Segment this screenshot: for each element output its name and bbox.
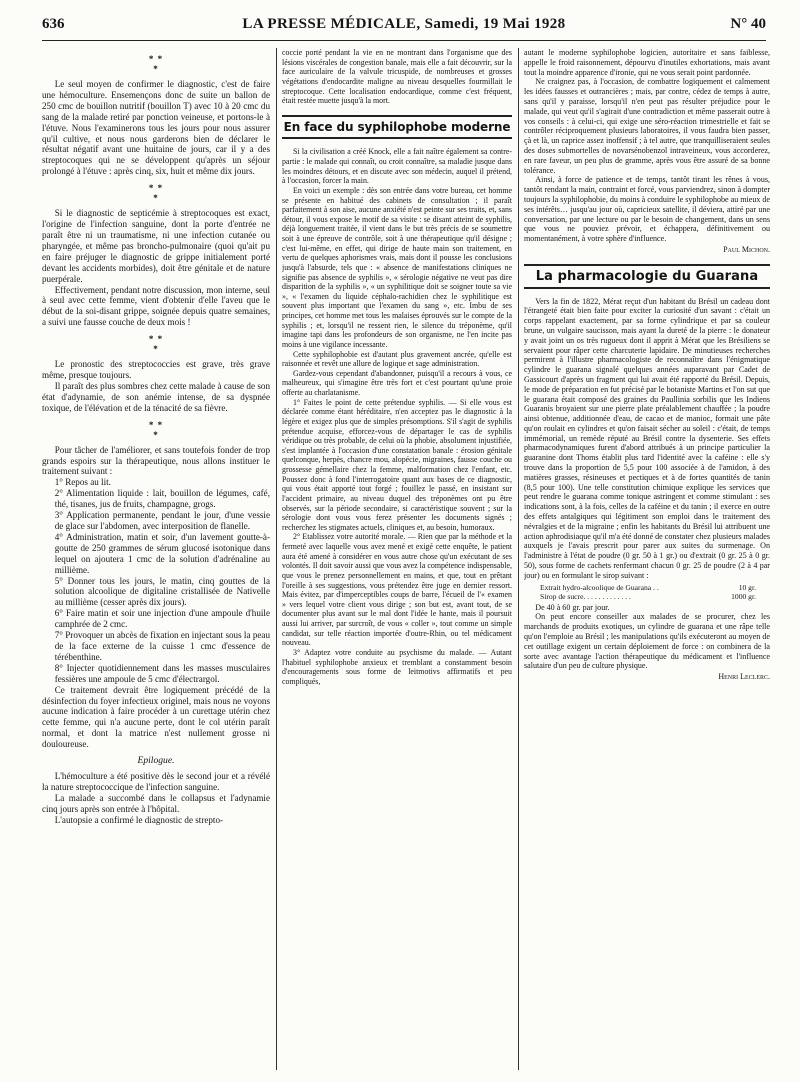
list-item: 3° Application permanente, pendant le jour, d'une vessie de glace sur l'abdomen, avec interposition de flanelle. [54,510,270,531]
list-item: 4° Administration, matin et soir, d'un lavement goutte-à-goutte de 250 grammes de sérum glucosé isotonique dans lequel on ajoutera 1 cmc de la solution d'adrénaline au millième. [54,531,270,575]
article-title-box [282,115,512,140]
paragraph: Le pronostic des streptococcies est grave, très grave même, presque toujours. [42,359,270,381]
page-number: 636 [42,16,65,32]
ingredient: Extrait hydro-alcoolique de Guarana . . [540,582,659,592]
section-stars: * * * [148,183,164,204]
epilogue-heading: Epilogue. [137,755,175,767]
column-left [42,48,270,1068]
list-item: 5° Donner tous les jours, le matin, cinq gouttes de la solution alcoolique de digitaline cristallisée de Nativelle au millième (cesser après dix jours). [54,575,270,608]
paragraph: Si le diagnostic de septicémie à streptocoques est exact, l'origine de l'infection sanguine, dont la porte d'entrée ne paraît être ni un traumatisme, ni une infection cutanée ou pharyngée, et même pas broncho-pulmonaire (quoi qu'ait pu en faire préjuger le diagnostic de grippe initialement porté devant les accidents morbides), doit être génitale et de nature puerpérale. [42,208,270,284]
paragraph: L'hémoculture a été positive dès le second jour et a révélé la nature streptococcique de l'infection sanguine. [42,770,270,792]
author-signature: Henri Leclerc. [718,672,770,682]
section-stars: * * * [148,54,164,74]
paragraph: Cette syphilophobie est d'autant plus gravement ancrée, qu'elle est raisonnée et revêt une allure de logique et sage administration. [282,349,512,369]
list-item: 6° Faire matin et soir une injection d'une ampoule d'huile camphrée de 2 cmc. [54,608,270,630]
paragraph: Pour tâcher de l'améliorer, et sans toutefois fonder de trop grands espoirs sur la thérapeutique, nous allons instituer le traitement suivant : [42,444,270,477]
prescription-line [524,583,770,592]
paragraph: Ne craignez pas, à l'occasion, de combattre logiquement et calmement les idées fausses et outrancières ; mais, par contre, cédez de temps à autre, sans qu'il y paraisse, lorsqu'il n'en peut pas résulter préjudice pour le malade, qui veut qu'il s'agirait d'une contradiction et même passerait outre à vos conseils : à celui-ci, qui exige une séro-réaction trimestrielle et fait se contrôler réciproquement plusieurs laboratoires, il vous faudra bien passer, çà et là, un caprice assez inoffensif ; à tel autre, que tranquilliseraient seules des doses submortelles de novarsénobenzol intraveineux, vous accorderez, en rare faveur, un peu plus de gramme, après vous être assuré de sa bonne tolérance. [524,77,770,175]
paragraph: L'autopsie a confirmé le diagnostic de strepto- [54,814,224,825]
paragraph: autant le moderne syphilophobe logicien, autoritaire et sans faiblesse, appelle le froid raisonnement, dépourvu d'inutiles exhortations, mais avant tout la moindre apparence d'ironie, qui ne vous serait point pardonnée. [524,48,770,77]
article-title: En face du syphilophobe moderne [283,119,511,134]
issue-number: N° 40 [730,16,766,32]
ingredient: Sirop de sucre. . . . . . . . . . . . . [540,591,631,601]
paragraph: Si la civilisation a créé Knock, elle a fait naître également sa contre-partie : le malade qui connaît, ou croit connaître, sa maladie jusque dans les moindres détours, et en discute avec son médecin, auquel il prétend, à l'occasion, forcer la main. [282,147,512,186]
treatment-list [42,477,270,684]
paragraph: Il paraît des plus sombres chez cette malade à cause de son état d'adynamie, de son anémie intense, de sa dyspnée toxique, de l'élévation et de la ténacité de sa fièvre. [42,380,270,413]
paragraph: Vers la fin de 1822, Mérat reçut d'un habitant du Brésil un cadeau dont l'étrangeté était bien faite pour exciter la curiosité d'un savant : c'était un corps rappelant exactement, par sa forme cylindrique et par sa couleur brune, un vulgaire saucisson, mais ayant la dureté de la pierre : le donateur y avait joint un os très rugueux dont il apprit à Mérat que les Brésiliens se servaient pour râper cette charcuterie lapidaire. De minutieuses recherches permirent à l'illustre pharmacologiste de reconnaître dans l'énigmatique cylindre le guarana signalé quelques années auparavant par Cadet de Gassicourt d'après un fragment qui lui avait été rapporté du Brésil. Depuis, le mode de préparation en fut précisé par le botaniste Martins et l'on sut que le guarana était composé des graines du Paullinia sorbilis que les Indiens Guaranis broyaient sur une pierre plate préalablement chauffée ; la poudre ainsi obtenue, additionnée d'eau, de cacao et de manioc, formait une pâte qu'on roulait en cylindres et qu'on faisait sécher au soleil : c'était, de temps immémorial, un remède réputé au Brésil contre la dysenterie. Ses effets pharmacodynamiques furent d'abord attribués à un principe particulier la guaranine dont Thoms établit plus tard l'identité avec la caféine : elle s'y trouve dans la proportion de 5,5 pour 100 associée à de l'amidon, à des matières grasses, résineuses et pectiques et à de fortes quantités de tanin (8,5 pour 100). Une telle constitution chimique explique les services que peut rendre le guarana comme tonique astringent et comme stimulant : ses indications sont, à la fois, celles de la caféine et du tanin ; il exerce en outre des effets antalgiques qui légitiment son emploi dans le traitement des névralgies et de la migraine ; enfin les habitants du Brésil lui attribuent une action aphrodisiaque qu'il m'a été donné de constater chez plusieurs malades auxquels je l'avais prescrit pour parer aux suites du surmenage. On l'administre à l'état de poudre (0 gr. 50 à 1 gr.) ou d'extrait (0 gr. 25 à 0 gr. 50), sous forme de cachets renfermant chacun 0 gr. 25 de poudre (2 à 4 par jour) ou en formulant le sirop suivant : [524,296,770,580]
article-title: La pharmacologie du Guarana [535,268,759,284]
list-item: 1° Repos au lit. [54,477,111,488]
list-item: 2° Alimentation liquide : lait, bouillon de légumes, café, thé, tisanes, jus de fruits, champagne, grogs. [54,488,270,510]
dose: 1000 gr. [731,591,756,601]
list-item: 8° Injecter quotidiennement dans les masses musculaires fessières une ampoule de 5 cmc d'électrargol. [54,662,270,684]
paragraph: coccie porté pendant la vie en ne montrant dans l'organisme que des lésions viscérales de congestion banale, mais elle a fait découvrir, sur la face auriculaire de la valvule tricuspide, de nombreuses et grosses végétations d'endocardite maligne au niveau desquelles fourmillait le streptocoque. Cette localisation endocardique, comme c'est fréquent, était restée muette jusqu'à la mort. [282,48,512,106]
paragraph: Gardez-vous cependant d'abandonner, puisqu'il a recours à vous, ce malheureux, qui s'imagine être très fort et c'est pourtant qu'une proie offerte au charlatanisme. [282,368,512,397]
section-stars: * * * [148,334,164,355]
prescription [524,583,770,601]
article-title-box [524,264,770,289]
paragraph: Ainsi, à force de patience et de temps, tantôt tirant les rênes à vous, tantôt rendant la main, contraint et forcé, vous parviendrez, sinon à dompter toujours la syphilophobie, du moins à conduire le syphilophobe au mieux de ses intérêts… jusqu'au jour où, capricieux satellite, il déviera, attiré par une conversation, par une lecture ou par le besoin de changement, dans un sens que vous ne pouviez prévoir, et échappera, définitivement ou momentanément, à votre sphère d'influence. [524,175,770,244]
journal-title: LA PRESSE MÉDICALE, Samedi, 19 Mai 1928 [242,16,566,32]
paragraph: La malade a succombé dans le collapsus et l'adynamie cinq jours après son entrée à l'hôpital. [42,792,270,814]
paragraph: En voici un exemple : dès son entrée dans votre bureau, cet homme se présente en habitué des cabinets de consultation ; il paraît parfaitement à son aise, aucune anxiété n'est peinte sur ses traits, et, sans détour, il vous expose le motif de sa visite : se disant atteint de syphilis, déjà longuement traitée, il vient dans le but très précis de se soumettre soit à une épreuve de contrôle, soit à une thérapeutique qu'il désigne ; c'est lui-même, en effet, qui dirige de haute main son traitement, en vertu de quelques aphorismes vrais, mais dont il pousse les conclusions jusqu'à l'absurde, tels que : « absence de manifestations cliniques ne signifie pas absence de syphilis », « sérologie négative ne veut pas dire disparition de la syphilis », « un syphilitique doit se soigner toute sa vie », « l'examen du liquide céphalo-rachidien chez le syphilitique est souvent plus important que l'examen du sang », etc. Imbu de ses principes, cet homme met tous les malaises éprouvés sur le compte de la syphilis ; et, lorsqu'il ne ressent rien, le silence du tréponème, qu'il imagine tapi dans les profondeurs de son organisme, ne l'en incite pas moins à une vigilance incessante. [282,185,512,349]
paragraph: On peut encore conseiller aux malades de se procurer, chez les marchands de produits exotiques, un cylindre de guarana et une râpe telle qu'on l'emploie au Brésil ; les manipulations qu'ils exécuteront au moyen de cet outillage exigent un certain déploiement de force : on combinera de la sorte avec avantage l'action thérapeutique du médicament et l'influence salutaire d'un peu de culture physique. [524,612,770,671]
paragraph: Effectivement, pendant notre discussion, mon interne, seul à seul avec cette femme, vient d'obtenir d'elle l'aveu que le début de la soi-disant grippe, soignée depuis quatre semaines, a suivi une fausse couche de deux mois ! [42,284,270,328]
column-middle [282,48,512,1072]
paragraph: Le seul moyen de confirmer le diagnostic, c'est de faire une hémoculture. Ensemençons donc de suite un ballon de 250 cmc de bouillon nutritif (bouillon T) avec 10 à 20 cmc du sang de la malade retiré par ponction veineuse, et portons-le à l'étuve. Nous l'examinerons tous les jours pour nous assurer qu'il cultive, et nous nous garderons bien de déclarer le résultat négatif avant une huitaine de jours, car il y a des streptocoques qui ne se développent qu'après un séjour prolongé à l'étuve : après cinq, six, huit et même dix jours. [42,79,270,177]
section-stars: * * * [148,419,164,440]
header-rule [42,40,766,41]
paragraph: 2° Etablissez votre autorité morale. — Rien que par la méthode et la fermeté avec laquelle vous avez mené et exigé cette enquête, le patient aura été amené à considérer en vous autre chose qu'un exécutant de ses volontés. Il doit savoir aussi que vous avez la compétence indispensable, que vous le prenez personnellement en mains, et que, tout en prêtant l'oreille à ses suggestions, vous prétendez être juge en dernier ressort. Mais évitez, par d'imperceptibles coups de barre, l'écueil de l'« examen » vers lequel votre client vous dirige ; son but est, avant tout, de se documenter plus avant sur le mal dont l'idée le hante, mais il poursuit aussi lui arriver, par surcroît, de vous « coller », tout comme un simple candidat, sur telle réaction importée d'outre-Rhin, ou tel médicament nouveau. [282,532,512,648]
paragraph: Ce traitement devrait être logiquement précédé de la désinfection du foyer infectieux originel, mais nous ne voyons aucune indication à faire procéder à un curettage utérin chez cette femme, qui n'a aucune perte, dont le col utérin paraît normal, et dont la matrice n'est nullement grosse ni douloureuse. [42,684,270,750]
column-right [524,48,770,1072]
list-item: 7° Provoquer un abcès de fixation en injectant sous la peau de la face externe de la cuisse 1 cmc d'essence de térébenthine. [54,630,270,662]
paragraph: 1° Faites le point de cette prétendue syphilis. — Si elle vous est déclarée comme étant héréditaire, n'en acceptez pas le diagnostic à la légère et exigez plus que de simples présomptions. S'il s'agit de syphilis prétendue acquise, efforcez-vous de départager le cas de syphilis véridique ou très probable, de celui où la phobie, absolument injustifiée, s'est implantée à l'occasion d'une constatation banale : érosion génitale quelconque, herpès, chancre mou, alopécie, migraines, fausse couche ou grossesse gémellaire chez la femme, malformation chez l'enfant, etc. Poussez donc à fond l'interrogatoire quant aux bases de ce diagnostic, qui vous était apporté tout forgé ; fouillez le passé, en insistant sur l'accident primaire, au niveau duquel des tréponèmes ont pu être observés, sur la période secondaire, si caractéristique souvent ; sur la sérologie dont vous vous ferez présenter les documents signés ; recherchez les stigmates actuels, cliniques et, au besoin, humoraux. [282,397,512,532]
paragraph: De 40 à 60 gr. par jour. [535,602,610,612]
running-header [42,16,766,38]
column-divider [518,48,519,1070]
dose: 10 gr. [738,582,756,592]
prescription-line [524,592,770,601]
author-signature: Paul Michon. [723,244,770,254]
paragraph: 3° Adaptez votre conduite au psychisme du malade. — Autant l'habituel syphilophobe anxieux et tremblant a constamment besoin d'encouragements sous forme de leitmotivs affirmatifs et peu compliqués, [282,647,512,686]
column-divider [276,48,277,1070]
